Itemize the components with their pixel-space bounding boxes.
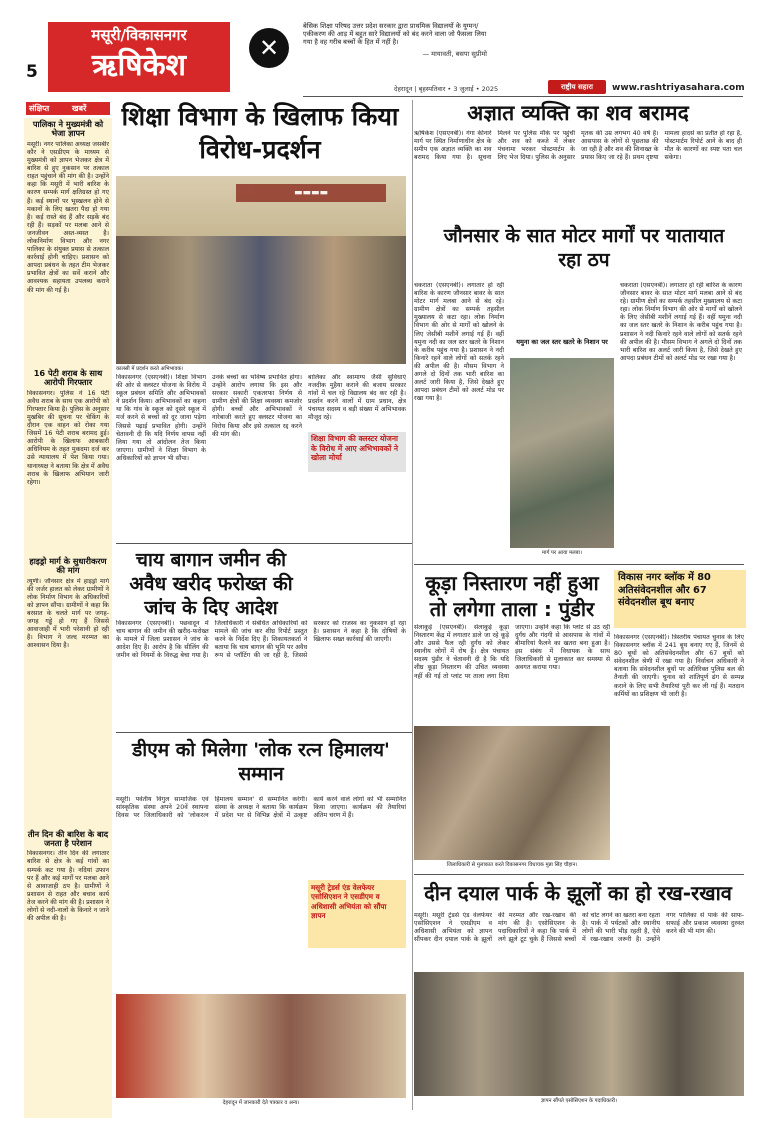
article-5-photo: [116, 994, 406, 1098]
sidebar-item-1-title: पालिका ने मुख्यमंत्री को भेजा ज्ञापन: [32, 119, 104, 139]
article-1-headline: शिक्षा विभाग के खिलाफ किया विरोध-प्रदर्शन: [121, 102, 399, 164]
quote-author: — मायावती, बसपा सुप्रीमो: [422, 49, 487, 58]
article-6-photo: [414, 726, 610, 860]
page-number: 5: [26, 62, 38, 82]
article-7-headline-box: [614, 570, 746, 628]
article-8-headline: दीन दयाल पार्क के झूलों का हो रख-रखाव: [424, 881, 732, 905]
article-3-photo: [510, 358, 614, 548]
article-5-caption: देहरादून में जानकारी देते पत्रकार व अन्य।: [222, 1100, 300, 1106]
masthead-block: [48, 22, 230, 92]
article-1-subhead-box: [308, 432, 406, 472]
article-2-body: ऋषिकेश (एसएनबी)। गंगा कीनारे मार्ग पर स्थित निर्माणाधीन क्षेत्र के समीप एक अज्ञात व्यक्ति का शव बरामद किया गया है। सूचना मिलने पर पुलिस मौके पर पहुंची और शव को कब्जे में लेकर पंचनामा भरकर पोस्टमार्टम के लिए भेज दिया। पुलिस के अनुसार मृतक की उम्र लगभग 40 वर्ष है। आसपास के लोगों से पूछताछ की जा रही है और शव की शिनाख्त के प्रयास किए जा रहे हैं। प्रथम दृष्टया मामला हादसे का प्रतीत हो रहा है, पोस्टमार्टम रिपोर्ट आने के बाद ही मौत के कारणों का स्पष्ट पता चल सकेगा।: [414, 130, 742, 162]
website: www.rashtriyasahara.com: [612, 83, 745, 93]
article-3-body-col-1: चकराता (एसएनबी)। लगातार हो रही बारिश के कारण जौनसार बावर के सात मोटर मार्ग मलबा आने से बंद रहे। ग्रामीण क्षेत्रों का सम्पर्क तहसील मुख्यालय से कटा रहा। लोक निर्माण विभाग की ओर से मार्गों को खोलने के लिए जेसीबी मशीनें लगाई गई हैं। वहीं यमुना नदी का जल स्तर खतरे के निशान के करीब पहुंच गया है। प्रशासन ने नदी किनारे रहने वाले लोगों को सतर्क रहने की अपील की है। मौसम विभाग ने अगले दो दिनों तक भारी बारिश का अलर्ट जारी किया है, जिसे देखते हुए आपदा प्रबंधन टीमों को अलर्ट मोड पर रखा गया है।: [414, 282, 504, 403]
article-3-photo2-caption: मार्ग पर आया मलबा।: [542, 550, 582, 556]
article-1-caption: कालसी में प्रदर्शन करते अभिभावक।: [116, 366, 184, 372]
article-8-body: मसूरी। मसूरी ट्रेडर्स एंड वेलफेयर एसोसिएशन ने एसडीएम व अधिशासी अभियंता को ज्ञापन सौंपकर दीन दयाल पार्क के झूलों की मरम्मत और रख-रखाव की मांग की है। एसोसिएशन के पदाधिकारियों ने कहा कि पार्क में लगे झूले टूट चुके हैं जिससे बच्चों को चोट लगने का खतरा बना रहता है। पार्क में पर्यटकों और स्थानीय लोगों की भारी भीड़ रहती है, ऐसे में रख-रखाव जरूरी है। उन्होंने नगर पालिका से पार्क की साफ-सफाई और प्रकाश व्यवस्था दुरुस्त करने की भी मांग की।: [414, 912, 744, 944]
article-8-photo: [414, 972, 744, 1096]
city-name: ऋषिकेश: [91, 48, 187, 83]
section-rule: [414, 564, 744, 565]
article-4-headline: चाय बागान जमीन की अवैध खरीद फरोख्त की जांच के दिए आदेश: [129, 549, 293, 619]
x-logo-icon: ✕: [249, 28, 289, 68]
article-5-headline: डीएम को मिलेगा 'लोक रत्न हिमालय' सम्मान: [132, 739, 390, 785]
article-5-body: मसूरी। पर्वतीय विगुल सामाजिक एवं सांस्कृतिक संस्था अपने 20वें स्थापना दिवस पर जिलाधिकारी को 'लोकरत्न हिमालय सम्मान' से सम्मानित करेगी। संस्था के अध्यक्ष ने बताया कि कार्यक्रम में प्रदेश भर से विभिन्न क्षेत्रों में उत्कृष्ट कार्य करने वाले लोगों को भी सम्मानित किया जाएगा। कार्यक्रम की तैयारियां अंतिम चरण में हैं।: [116, 796, 406, 820]
masthead-rule: [303, 96, 743, 97]
article-6-caption: जिलाधिकारी से मुलाकात करते विकासनगर विधायक मुन्ना सिंह चौहान।: [446, 862, 578, 868]
column-rule: [412, 100, 413, 1110]
article-5-subhead-box: [308, 880, 406, 948]
quote-text: बेसिक शिक्षा परिषद उत्तर प्रदेश सरकार द्वारा प्राथमिक विद्यालयों के युग्मन/एकीकरण की आड़ में बहुत सारे विद्यालयों को बंद करने वाला जो फैसला लिया गया है वह गरीब बच्चों के हित में नहीं है।: [303, 22, 487, 47]
article-1-body-col-2: उनके बच्चों का भविष्य प्रभावित होगा। उन्होंने आरोप लगाया कि इस और सरकार सकारी एकतरफा निर्णय से ग्रामीण क्षेत्रों की शिक्षा व्यवस्था कमजोर होगी। बच्चों और अभिभावकों ने नारेबाजी करते हुए क्लस्टर योजना का विरोध किया और इसे तत्काल रद्द करने की मांग की।: [212, 374, 302, 438]
sidebar-item-2-body: विकासनगर। पुलिस ने 16 पेटी अवैध शराब के साथ एक आरोपी को गिरफ्तार किया है। पुलिस के अनुसार मुखबिर की सूचना पर चेकिंग के दौरान एक वाहन को रोका गया जिसमें 16 पेटी शराब बरामद हुई। आरोपी के खिलाफ आबकारी अधिनियम के तहत मुकदमा दर्ज कर उसे न्यायालय में पेश किया गया। थानाध्यक्ष ने बताया कि क्षेत्र में अवैध शराब के खिलाफ अभियान जारी रहेगा।: [27, 389, 109, 486]
sidebar-item-4-title: तीन दिन की बारिश के बाद जनता है परेशान: [27, 828, 109, 848]
article-3-subhead-box: [510, 338, 614, 358]
article-3-headline: जौनसार के सात मोटर मार्गों पर यातायात रहा ठप: [443, 225, 725, 271]
article-4-body: विकासनगर (एसएनबी)। पछवादून में चाय बागान की जमीन की खरीद-फरोख्त के मामले में जिला प्रशासन ने जांच के आदेश दिए हैं। आरोप है कि सीलिंग की जमीन को नियमों के विरुद्ध बेचा गया है। जिलाधिकारी ने संबंधित अधिकारियों को मामले की जांच कर शीघ्र रिपोर्ट प्रस्तुत करने के निर्देश दिए हैं। शिकायतकर्ता ने बताया कि चाय बागान की भूमि पर अवैध रूप से प्लॉटिंग की जा रही है, जिससे सरकार को राजस्व का नुकसान हो रहा है। प्रशासन ने कहा है कि दोषियों के खिलाफ सख्त कार्रवाई की जाएगी।: [116, 620, 406, 660]
article-8-caption: ज्ञापन सौंपते एसोसिएशन के पदाधिकारी।: [540, 1098, 617, 1104]
article-7-body: विकासनगर (एसएनबी)। त्रिस्तरीय पंचायत चुनाव के लिए विकासनगर ब्लॉक में 241 बूथ बनाए गए हैं, जिनमें से 80 बूथों को अतिसंवेदनशील और 67 बूथों को संवेदनशील श्रेणी में रखा गया है। निर्वाचन अधिकारी ने बताया कि संवेदनशील बूथों पर अतिरिक्त पुलिस बल की तैनाती की जाएगी। चुनाव को शांतिपूर्ण ढंग से सम्पन्न कराने के लिए सभी तैयारियां पूरी कर ली गई हैं। मतदान कर्मियों का प्रशिक्षण भी जारी है।: [614, 634, 744, 698]
section-rule: [116, 543, 412, 544]
article-6-headline: कूड़ा निस्तारण नहीं हुआ तो लगेगा ताला : पुंडीर: [425, 571, 599, 621]
section-rule: [414, 874, 744, 875]
edition-line: मसूरी/विकासनगर: [91, 26, 187, 44]
article-7-headline: विकास नगर ब्लॉक में 80 अतिसंवेदनशील और 67 संवेदनशील बूथ बनाए: [618, 572, 711, 608]
article-1-body-col-1: विकासनगर (एसएनबी)। शिक्षा विभाग की ओर से क्लस्टर योजना के विरोध में स्कूल प्रबंधन समिति और अभिभावकों ने प्रदर्शन किया। अभिभावकों का कहना था कि गांव के स्कूल को दूसरे स्कूल में मर्ज करने से बच्चों को दूर जाना पड़ेगा जिससे पढ़ाई प्रभावित होगी। उन्होंने चेतावनी दी कि यदि निर्णय वापस नहीं लिया गया तो आंदोलन तेज किया जाएगा। ग्रामीणों ने शिक्षा विभाग के अधिकारियों को ज्ञापन भी सौंपा।: [116, 374, 206, 462]
article-1-subhead: शिक्षा विभाग की क्लस्टर योजना के विरोध में आए अभिभावकों ने खोला मोर्चा: [311, 434, 399, 462]
sidebar-item-4-body: विकासनगर। तीन दिन की लगातार बारिश से क्षेत्र के कई गांवों का सम्पर्क कट गया है। नदियां उफान पर हैं और कई मार्गों पर मलबा आने से आवाजाही ठप है। ग्रामीणों ने प्रशासन से राहत और बचाव कार्य तेज करने की मांग की है। प्रशासन ने लोगों से नदी-नालों के किनारे न जाने की अपील की है।: [27, 850, 109, 923]
sidebar-header-left: संक्षिप्त: [29, 104, 50, 113]
article-2-headline: अज्ञात व्यक्ति का शव बरामद: [467, 101, 689, 125]
sidebar-item-3-body: त्यूणी। जौनसार क्षेत्र में हाइड्रो मार्ग की जर्जर हालत को लेकर ग्रामीणों ने लोक निर्माण विभाग के अधिकारियों को ज्ञापन सौंपा। ग्रामीणों ने कहा कि बरसात के चलते मार्ग पर जगह-जगह गड्ढे हो गए हैं जिससे आवाजाही में भारी परेशानी हो रही है। विभाग ने जल्द मरम्मत का आश्वासन दिया है।: [27, 577, 109, 650]
article-6-body: सेलाकुई (एसएनबी)। सेलाकुई कूड़ा निस्तारण केंद्र में लगातार डाले जा रहे कूड़े और उससे फैल रही दुर्गंध को लेकर स्थानीय लोगों में रोष है। क्षेत्र पंचायत सदस्य पुंडीर ने चेतावनी दी है कि यदि शीघ्र कूड़ा निस्तारण की उचित व्यवस्था नहीं की गई तो प्लांट पर ताला लगा दिया जाएगा। उन्होंने कहा कि प्लांट से उठ रही दुर्गंध और गंदगी से आसपास के गांवों में बीमारियां फैलने का खतरा बना हुआ है। इस संबंध में विधायक के साथ जिलाधिकारी से मुलाकात कर समस्या से अवगत कराया गया।: [414, 624, 610, 680]
dateline: देहरादून | बृहस्पतिवार • 3 जुलाई • 2025: [394, 85, 499, 93]
article-3-photo-caption: यमुना का जल स्तर खतरे के निशान पर: [516, 338, 608, 346]
article-1-body-col-3: बालिका और स्वामाग्य जैसी सुविधाएं नजदीक मुहैया कराने की बजाय सरकार गांवों में चल रहे विद्यालय बंद कर रही है। प्रदर्शन करने वालों में ग्राम प्रधान, क्षेत्र पंचायत सदस्य व बड़ी संख्या में अभिभावक मौजूद रहे।: [308, 374, 406, 422]
article-5-subhead: मसूरी ट्रेडर्स एंड वेलफेयर एसोसिएशन ने एसडीएम व अधिशासी अभियंता को सौंपा ज्ञापन: [311, 883, 387, 920]
sidebar-header-right: खबरें: [72, 104, 87, 113]
section-rule: [116, 732, 412, 733]
sidebar-item-3-title: हाइड्रो मार्ग के सुधारीकरण की मांग: [29, 555, 107, 576]
sidebar: [24, 118, 112, 1118]
quote-box: [303, 22, 487, 88]
article-3-body-col-2: चकराता (एसएनबी)। लगातार हो रही बारिश के कारण जौनसार बावर के सात मोटर मार्ग मलबा आने से बंद रहे। ग्रामीण क्षेत्रों का सम्पर्क तहसील मुख्यालय से कटा रहा। लोक निर्माण विभाग की ओर से मार्गों को खोलने के लिए जेसीबी मशीनें लगाई गई हैं। वहीं यमुना नदी का जल स्तर खतरे के निशान के करीब पहुंच गया है। प्रशासन ने नदी किनारे रहने वाले लोगों को सतर्क रहने की अपील की है। मौसम विभाग ने अगले दो दिनों तक भारी बारिश का अलर्ट जारी किया है, जिसे देखते हुए आपदा प्रबंधन टीमों को अलर्ट मोड पर रखा गया है।: [620, 282, 742, 362]
sidebar-header: [26, 102, 110, 115]
sidebar-item-2-title: 16 पेटी शराब के साथ आरोपी गिरफ्तार: [33, 367, 103, 388]
paper-logo: राष्ट्रीय सहारा: [548, 80, 606, 94]
sidebar-item-1-body: मसूरी। नगर पालिका अध्यक्ष जसबीर कौर ने एसडीएम के माध्यम से मुख्यमंत्री को ज्ञापन भेजकर क्षेत्र में बारिश से हुए नुकसान पर तत्काल राहत पहुंचाने की मांग की है। उन्होंने कहा कि मसूरी में भारी बारिश के कारण सम्पर्क मार्ग क्षतिग्रस्त हो गए हैं। कई स्थानों पर भूस्खलन होने से मकानों के लिए खतरा पैदा हो गया है। कई रास्ते बंद हैं और सड़कें बंद रही हैं। सड़कों पर मलबा आने से जनजीवन अस्त-व्यस्त है। लोकनिर्माण विभाग और नगर पालिका के संयुक्त प्रयास से तत्काल कार्रवाई होनी चाहिए। प्रशासन को आपदा प्रबंधन के तहत टीम भेजकर प्रभावित क्षेत्रों का सर्वे कराने और आवश्यक सहायता उपलब्ध कराने की मांग की गई है।: [27, 140, 109, 294]
article-1-photo: ▬▬▬▬: [116, 176, 406, 364]
